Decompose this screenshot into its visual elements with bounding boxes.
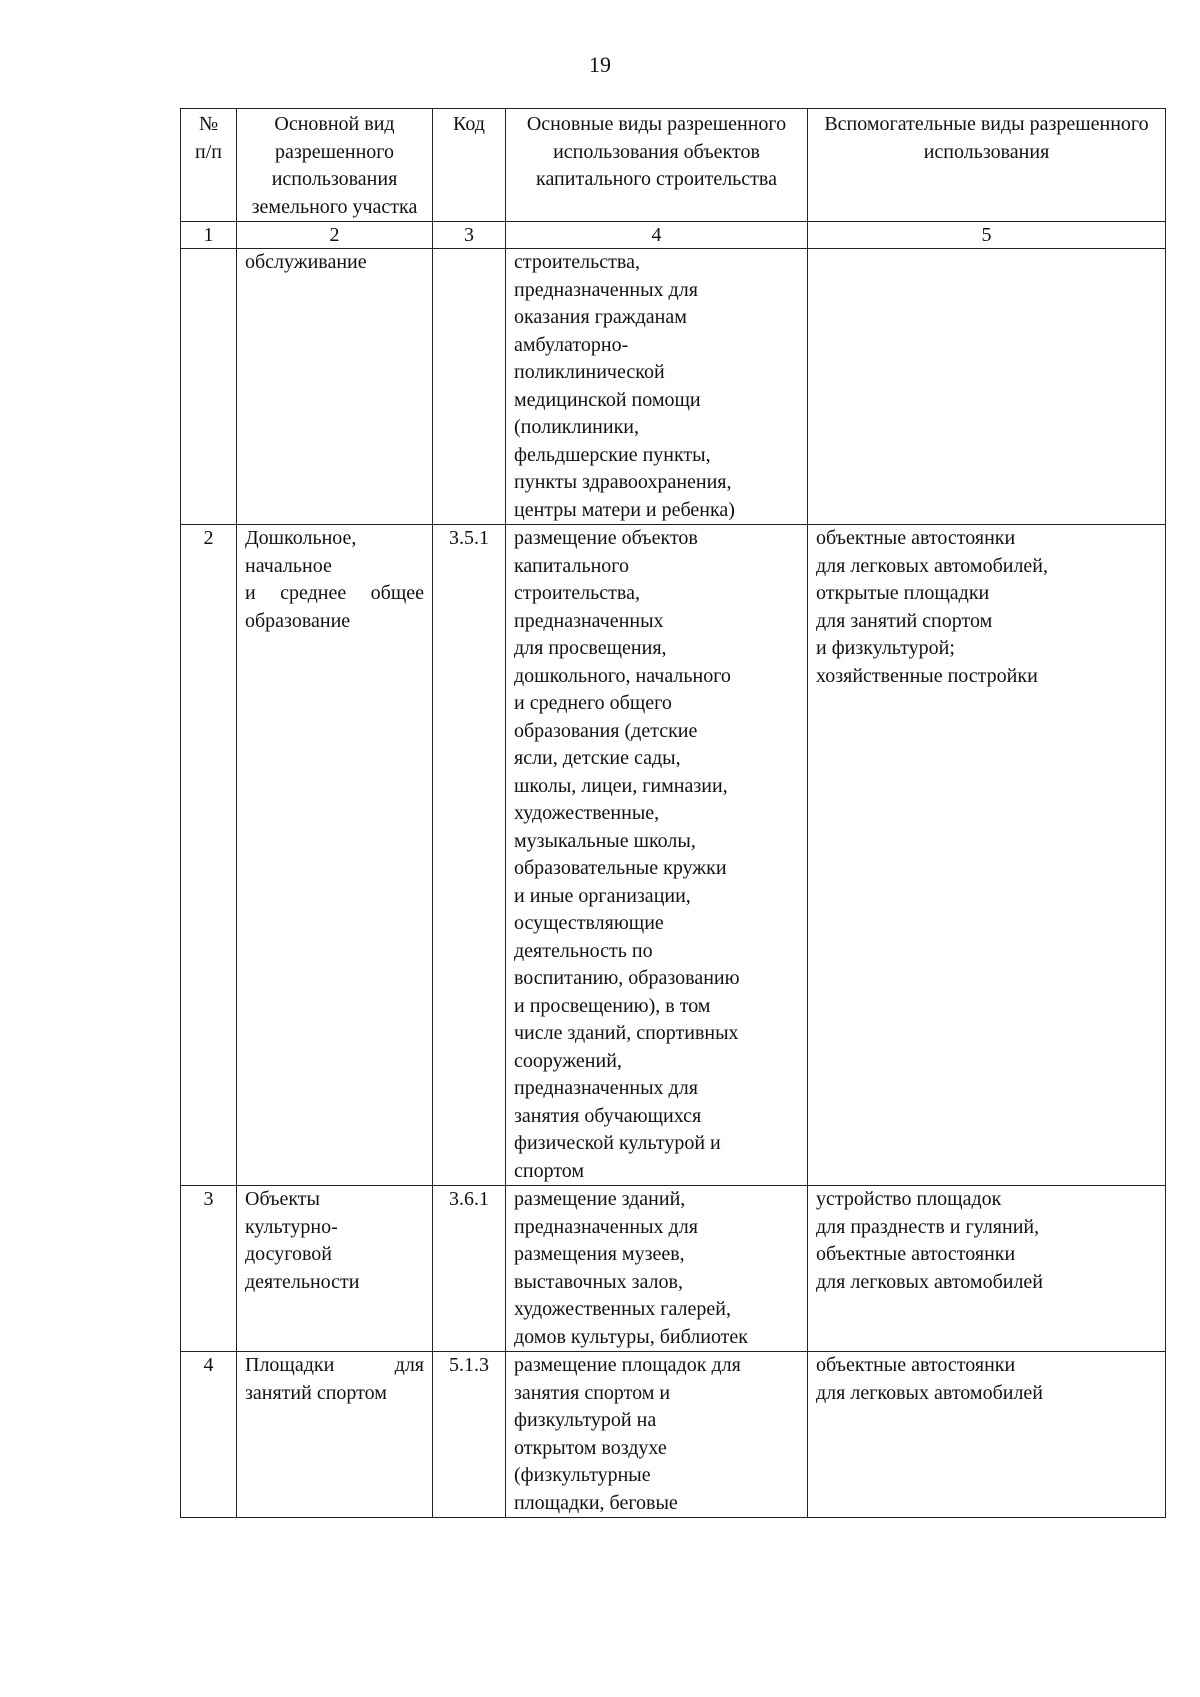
cell-line: Объекты [245, 1188, 320, 1210]
cell-line: размещения музеев, [514, 1243, 685, 1265]
column-number: 2 [237, 222, 433, 249]
cell-line: для празднеств и гуляний, [816, 1215, 1040, 1238]
cell-line: для легковых автомобилей, [816, 554, 1049, 577]
cell-line: числе зданий, спортивных [514, 1022, 739, 1044]
cell-line: художественные, [514, 802, 660, 824]
cell-line: размещение объектов [514, 527, 698, 549]
auxiliary-use-cell [808, 525, 1166, 1186]
cell-line: объектные автостоянки [816, 527, 1016, 549]
cell-line: оказания гражданам [514, 306, 687, 328]
cell-line: поликлинической [514, 361, 665, 383]
cell-line: обслуживание [245, 251, 367, 273]
main-land-use-cell [237, 1352, 433, 1518]
table-body [181, 249, 1166, 1518]
cell-line: размещение площадок для [514, 1354, 741, 1376]
cell-line: школы, лицеи, гимназии, [514, 774, 728, 797]
cell-line: Площадки для [245, 1354, 424, 1376]
cell-line: открытом воздухе [514, 1436, 667, 1459]
cell-line: устройство площадок [816, 1188, 1002, 1210]
cell-line: ясли, детские сады, [514, 747, 681, 769]
cell-line: медицинской помощи [514, 388, 701, 411]
main-building-use-cell [506, 1352, 808, 1518]
cell-line: хозяйственные постройки [816, 664, 1038, 687]
row-number [181, 249, 237, 525]
cell-line: домов культуры, библиотек [514, 1325, 749, 1348]
auxiliary-use-cell [808, 1186, 1166, 1352]
cell-line: объектные автостоянки [816, 1243, 1016, 1265]
main-building-use-cell [506, 1186, 808, 1352]
code-cell: 5.1.3 [433, 1352, 506, 1518]
land-use-table [180, 108, 1166, 1518]
cell-line: и просвещению), в том [514, 994, 711, 1017]
cell-line: образовательные кружки [514, 857, 727, 879]
cell-line: физической культурой и [514, 1132, 721, 1154]
column-number: 3 [433, 222, 506, 249]
cell-line: музыкальные школы, [514, 829, 696, 852]
cell-line: и иные организации, [514, 884, 691, 907]
auxiliary-use-cell [808, 1352, 1166, 1518]
cell-line: (поликлиники, [514, 416, 640, 438]
row-number: 4 [181, 1352, 237, 1518]
cell-line: осуществляющие [514, 912, 664, 934]
table-row [181, 249, 1166, 525]
cell-line: (физкультурные [514, 1464, 651, 1486]
main-building-use-cell [506, 525, 808, 1186]
cell-line: деятельности [245, 1270, 360, 1293]
column-number: 1 [181, 222, 237, 249]
cell-line: физкультурой на [514, 1409, 657, 1431]
page-number: 19 [589, 52, 611, 77]
header-number: № п/п [181, 109, 237, 222]
cell-line: досуговой [245, 1243, 333, 1265]
table-row [181, 525, 1166, 1186]
cell-line: культурно- [245, 1215, 338, 1238]
cell-line: амбулаторно- [514, 333, 629, 356]
cell-line: предназначенных для [514, 278, 698, 301]
auxiliary-use-cell [808, 249, 1166, 525]
table-row [181, 1186, 1166, 1352]
cell-line: занятия обучающихся [514, 1104, 702, 1127]
cell-line: капитального [514, 554, 629, 577]
cell-line: площадки, беговые [514, 1491, 678, 1514]
cell-line: открытые площадки [816, 582, 990, 604]
column-number: 4 [506, 222, 808, 249]
cell-line: центры матери и ребенка) [514, 498, 735, 521]
header-code: Код [433, 109, 506, 222]
cell-line: для просвещения, [514, 637, 667, 659]
table-row [181, 1352, 1166, 1518]
cell-line: Дошкольное, [245, 527, 357, 549]
cell-line: строительства, [514, 582, 640, 604]
row-number: 2 [181, 525, 237, 1186]
cell-line: пункты здравоохранения, [514, 471, 732, 493]
main-land-use-cell [237, 1186, 433, 1352]
main-building-use-cell [506, 249, 808, 525]
cell-line: размещение зданий, [514, 1188, 686, 1210]
code-cell: 3.6.1 [433, 1186, 506, 1352]
table-header-row [181, 109, 1166, 222]
header-main-land-use: Основной вид разрешенного использования земельного участка [237, 109, 433, 222]
cell-line: дошкольного, начального [514, 664, 731, 687]
cell-line: объектные автостоянки [816, 1354, 1016, 1376]
cell-line: предназначенных [514, 609, 664, 632]
header-auxiliary-use: Вспомогательные виды разрешенного использования [808, 109, 1166, 222]
cell-line: предназначенных для [514, 1215, 698, 1238]
cell-line: выставочных залов, [514, 1270, 683, 1293]
cell-line: и среднего общего [514, 692, 672, 714]
cell-line: художественных галерей, [514, 1298, 731, 1320]
code-cell: 3.5.1 [433, 525, 506, 1186]
cell-line: деятельность по [514, 939, 653, 962]
cell-line: сооружений, [514, 1049, 622, 1072]
code-cell [433, 249, 506, 525]
column-number: 5 [808, 222, 1166, 249]
cell-line: и среднее общее [245, 582, 424, 604]
cell-line: для занятий спортом [816, 609, 993, 632]
cell-line: занятий спортом [245, 1381, 387, 1404]
cell-line: начальное [245, 554, 332, 577]
cell-line: предназначенных для [514, 1077, 698, 1099]
cell-line: спортом [514, 1159, 585, 1182]
cell-line: фельдшерские пункты, [514, 443, 711, 466]
cell-line: занятия спортом и [514, 1381, 671, 1404]
main-land-use-cell [237, 249, 433, 525]
column-number-row [181, 222, 1166, 249]
cell-line: образования (детские [514, 719, 698, 742]
header-main-building-use: Основные виды разрешенного использования объектов капитального строительства [506, 109, 808, 222]
cell-line: и физкультурой; [816, 637, 955, 659]
cell-line: строительства, [514, 251, 640, 273]
main-land-use-cell [237, 525, 433, 1186]
row-number: 3 [181, 1186, 237, 1352]
cell-line: образование [245, 609, 351, 632]
cell-line: для легковых автомобилей [816, 1270, 1044, 1293]
cell-line: для легковых автомобилей [816, 1381, 1044, 1404]
cell-line: воспитанию, образованию [514, 967, 740, 989]
